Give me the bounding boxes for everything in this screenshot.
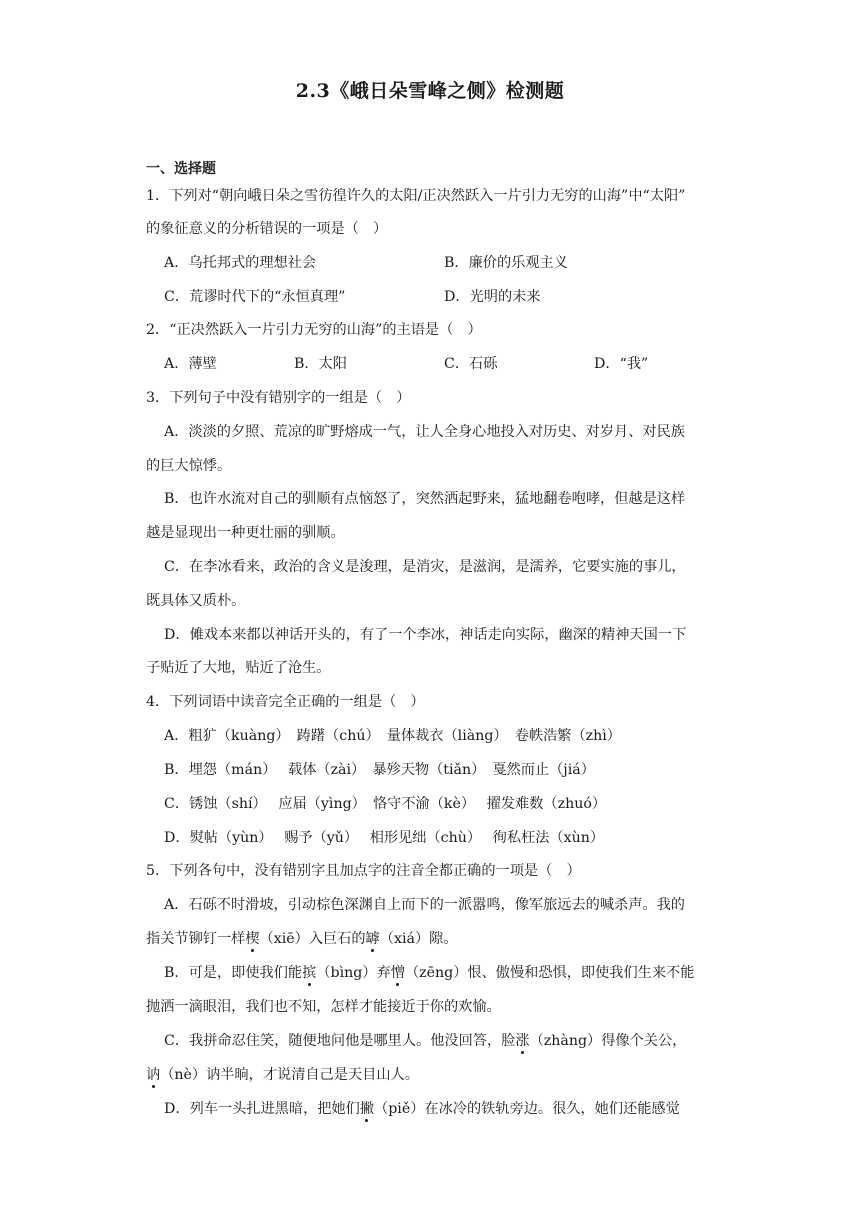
q3-option-d-line2: 子贴近了大地，贴近了沧生。 — [146, 660, 331, 676]
q5-a2-dotted-char-1: 楔 — [245, 931, 260, 947]
q3-option-c-line2: 既具体又质朴。 — [146, 593, 246, 609]
q5-stem: 5．下列各句中，没有错别字且加点字的注音全都正确的一项是（ ） — [146, 863, 581, 879]
q1-option-d: D．光明的未来 — [444, 289, 541, 305]
q3-option-b-line1: B．也许水流对自己的驯顺有点恼怒了，突然洒起野来，猛地翻卷咆哮，但越是这样 — [164, 491, 686, 507]
q2-option-b: B．太阳 — [294, 356, 347, 372]
q5-b1-text-mid: （bìng）弃 — [316, 965, 391, 981]
q5-c2-dotted-char: 讷 — [146, 1067, 161, 1083]
q2-option-c: C．石砾 — [444, 356, 498, 372]
q5-option-a-line2 — [146, 929, 458, 949]
q5-d1-text-pre: D．列车一头扎进黑暗，把她们 — [164, 1101, 360, 1117]
q5-b1-text-pre: B．可是，即使我们能 — [164, 965, 303, 981]
q5-a2-text-post: （xiá）隙。 — [379, 931, 458, 947]
q4-option-b: B．埋怨（mán） 载体（zài） 暴殄天物（tiǎn） 戛然而止（jiá） — [164, 762, 595, 778]
q5-option-b-line2: 抛洒一滴眼泪，我们也不知，怎样才能接近于你的欢愉。 — [146, 999, 501, 1015]
q3-option-b-line2: 越是显现出一种更壮丽的驯顺。 — [146, 525, 345, 541]
q5-option-b-line1 — [164, 963, 694, 983]
q4-option-a: A．粗犷（kuàng） 踌躇（chú） 量体裁衣（liàng） 卷帙浩繁（zhì） — [164, 728, 621, 744]
section-heading: 一、选择题 — [146, 161, 216, 177]
q1-stem-line1: 1．下列对“朝向峨日朵之雪彷徨许久的太阳/正决然跃入一片引力无穷的山海”中“太阳” — [146, 188, 686, 204]
q3-option-a-line2: 的巨大惊悸。 — [146, 458, 232, 474]
q5-d1-dotted-char: 撇 — [359, 1101, 375, 1117]
q2-option-d: D．“我” — [594, 356, 649, 372]
q5-c2-text-post: （nè）讷半晌，才说清自己是天目山人。 — [160, 1067, 419, 1083]
q5-c1-dotted-char: 涨 — [515, 1033, 530, 1049]
q3-option-a-line1: A．淡淡的夕照、荒凉的旷野熔成一气，让人全身心地投入对历史、对岁月、对民族 — [164, 424, 685, 440]
q3-option-d-line1: D．傩戏本来都以神话开头的，有了一个李冰，神话走向实际，幽深的精神天国一下 — [164, 627, 687, 643]
q2-option-a: A．薄壁 — [164, 356, 217, 372]
q5-option-c-line1 — [164, 1031, 686, 1051]
q5-c1-text-post: （zhàng）得像个关公， — [529, 1033, 687, 1049]
q5-d1-text-post: （piě）在冰冷的铁轨旁边。很久，她们还能感觉 — [374, 1101, 680, 1117]
q4-option-c: C．锈蚀（shí） 应届（yìng） 恪守不渝（kè） 擢发难数（zhuó） — [164, 796, 607, 812]
q4-option-d: D．熨帖（yùn） 赐予（yǔ） 相形见绌（chù） 徇私枉法（xùn） — [164, 830, 605, 846]
q5-option-c-line2 — [146, 1065, 419, 1085]
q5-b1-dotted-char-2: 憎 — [390, 965, 405, 981]
q2-stem: 2．“正决然跃入一片引力无穷的山海”的主语是（ ） — [146, 322, 482, 338]
q5-b1-dotted-char-1: 摈 — [302, 965, 317, 981]
q1-stem-line2: 的象征意义的分析错误的一项是（ ） — [146, 221, 388, 237]
q5-option-a-line1: A．石砾不时滑坡，引动棕色深渊自上而下的一派嚣鸣，像军旅远去的喊杀声。我的 — [164, 897, 685, 913]
document-title: 2.3《峨日朵雪峰之侧》检测题 — [295, 80, 565, 102]
q1-option-a: A．乌托邦式的理想社会 — [164, 255, 317, 271]
q3-stem: 3．下列句子中没有错别字的一组是（ ） — [146, 390, 411, 406]
q5-a2-dotted-char-2: 罅 — [365, 931, 380, 947]
q5-option-d-line1 — [164, 1099, 680, 1119]
q1-option-b: B．廉价的乐观主义 — [444, 255, 568, 271]
q5-c1-text-pre: C．我拼命忍住笑，随便地问他是哪里人。他没回答，脸 — [164, 1033, 516, 1049]
q5-a2-text-mid: （xiē）入巨石的 — [259, 931, 366, 947]
q3-option-c-line1: C．在李冰看来，政治的含义是浚理，是消灾，是滋润，是濡养，它要实施的事儿， — [164, 559, 686, 575]
q5-a2-text-pre: 指关节铆钉一样 — [146, 931, 246, 947]
q1-option-c: C．荒谬时代下的“永恒真理” — [164, 289, 346, 305]
q4-stem: 4．下列词语中读音完全正确的一组是（ ） — [146, 694, 425, 710]
q5-b1-text-post: （zēng）恨、傲慢和恐惧，即使我们生来不能 — [404, 965, 695, 981]
